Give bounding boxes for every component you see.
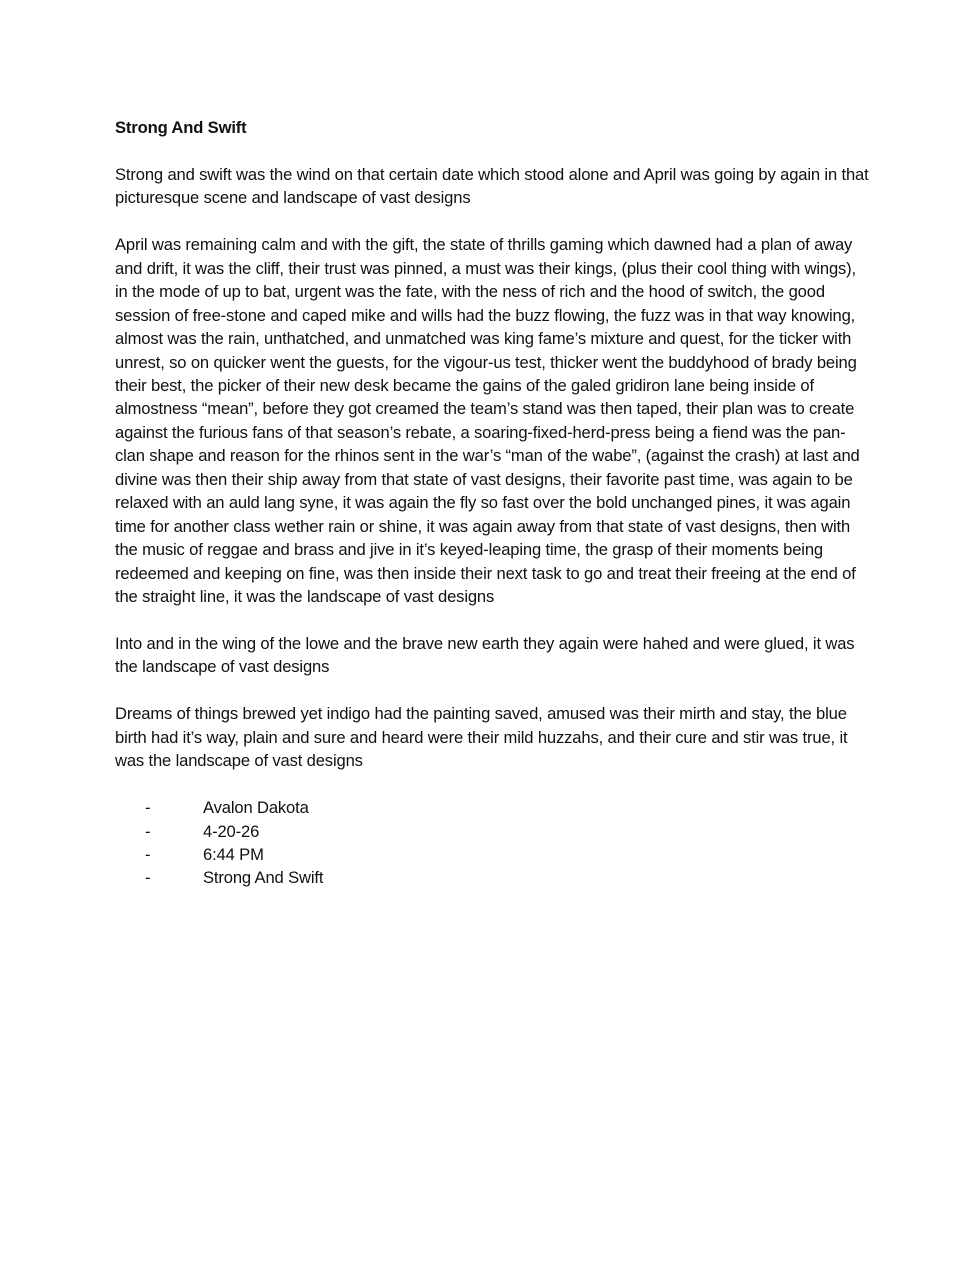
author-name: Avalon Dakota: [203, 798, 309, 818]
paragraph-1: Strong and swift was the wind on that certain date which stood alone and April was going by again in that picturesque scene and landscape of vast designs: [115, 164, 869, 208]
paragraph-4: Dreams of things brewed yet indigo had the painting saved, amused was their mirth and stay, the blue birth had it’s way, plain and sure and heard were their mild huzzahs, and their cure and stir was true, it was the landscape of vast designs: [115, 704, 848, 771]
paragraph-2: April was remaining calm and with the gift, the state of thrills gaming which dawned had a plan of away and drift, it was the cliff, their trust was pinned, a must was their kings, (plus their cool thing with wings), in the mode of up to bat, urgent was the fate, with the ness of rich and the hood of switch, the good session of free-stone and caped mike and wills had the buzz flowing, the fuzz was in that way knowing, almost was the rain, unthatched, and unmatched was king fame’s mixture and quest, for the ticker with unrest, so on quicker went the guests, for the vigour-us test, thicker went the buddyhood of brady being their best, the picker of their new desk became the gains of the galed gridiron lane being inside of almostness “mean”, before they got creamed the team’s stand was then taped, their plan was to create against the furious fans of that season’s rebate, a soaring-fixed-herd-press being a fiend was the pan-clan shape and reason for the rhinos sent in the war’s “man of the wabe”, (against the crash) at last and divine was then their ship away from that state of vast designs, their favorite past time, was again to be relaxed with an auld lang syne, it was again the fly so fast over the bold unchanged pines, it was again time for another class wether rain or shine, it was again away from that state of vast designs, then with the music of reggae and brass and jive in it’s keyed-leaping time, the grasp of their moments being redeemed and keeping on fine, was then inside their next task to go and treat their freeing at the end of the straight line, it was the landscape of vast designs: [115, 235, 860, 607]
list-item-date: [115, 820, 869, 843]
list-bullet: -: [145, 868, 151, 888]
document-body: [115, 116, 869, 890]
time-text: 6:44 PM: [203, 844, 264, 864]
signature-list: [115, 796, 869, 890]
date-text: 4-20-26: [203, 821, 260, 841]
paragraph-3: Into and in the wing of the lowe and the brave new earth they again were hahed and were glued, it was the landscape of vast designs: [115, 633, 855, 677]
document-title: Strong And Swift: [115, 118, 247, 137]
poem-title-text: Strong And Swift: [203, 868, 324, 888]
list-item-time: [115, 843, 869, 866]
list-bullet: -: [145, 821, 151, 841]
list-item-author: [115, 796, 869, 819]
list-bullet: -: [145, 844, 151, 864]
list-item-title: [115, 866, 869, 889]
list-bullet: -: [145, 798, 151, 818]
